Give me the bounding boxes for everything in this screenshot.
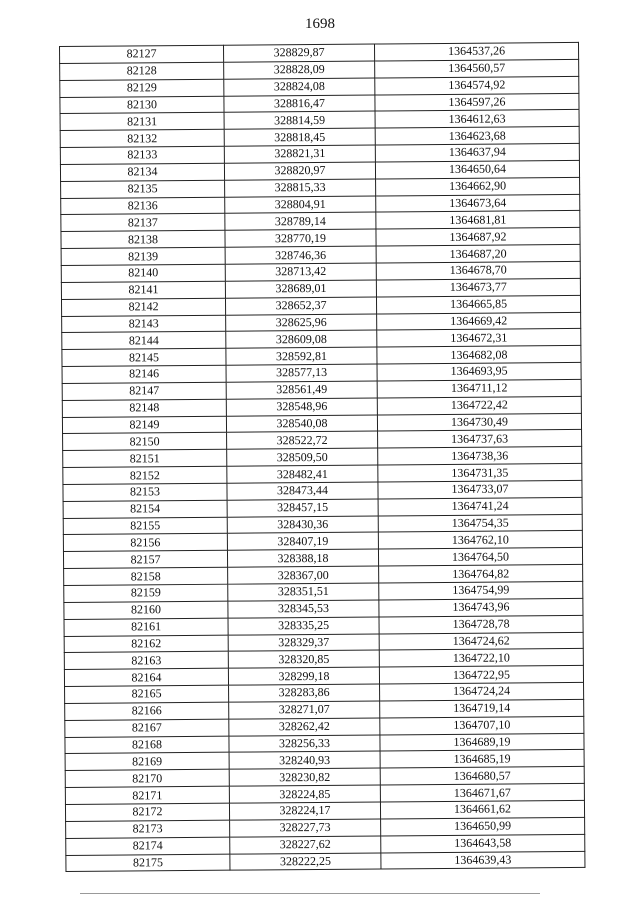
y-coordinate-cell: 1364637,94	[375, 143, 579, 161]
x-coordinate-cell: 328367,00	[228, 566, 379, 584]
x-coordinate-cell: 328820,97	[224, 162, 375, 180]
y-coordinate-cell: 1364650,99	[381, 817, 585, 835]
x-coordinate-cell: 328329,37	[228, 634, 379, 652]
y-coordinate-cell: 1364687,92	[376, 228, 580, 246]
point-number-cell: 82132	[60, 129, 224, 147]
x-coordinate-cell: 328407,19	[227, 532, 378, 550]
point-number-cell: 82139	[61, 247, 225, 265]
y-coordinate-cell: 1364707,10	[380, 716, 584, 734]
point-number-cell: 82157	[63, 551, 227, 569]
x-coordinate-cell: 328713,42	[225, 263, 376, 281]
x-coordinate-cell: 328256,33	[229, 735, 380, 753]
y-coordinate-cell: 1364681,81	[376, 211, 580, 229]
x-coordinate-cell: 328540,08	[226, 415, 377, 433]
point-number-cell: 82130	[60, 96, 224, 114]
point-number-cell: 82172	[65, 803, 229, 821]
y-coordinate-cell: 1364722,42	[377, 396, 581, 414]
y-coordinate-cell: 1364722,10	[379, 649, 583, 667]
point-number-cell: 82171	[65, 786, 229, 804]
y-coordinate-cell: 1364680,57	[380, 767, 584, 785]
point-number-cell: 82170	[65, 769, 229, 787]
y-coordinate-cell: 1364612,63	[375, 110, 579, 128]
x-coordinate-cell: 328230,82	[229, 768, 380, 786]
point-number-cell: 82173	[66, 820, 230, 838]
y-coordinate-cell: 1364662,90	[376, 177, 580, 195]
x-coordinate-cell: 328351,51	[228, 583, 379, 601]
y-coordinate-cell: 1364738,36	[378, 447, 582, 465]
point-number-cell: 82166	[65, 702, 229, 720]
y-coordinate-cell: 1364730,49	[377, 413, 581, 431]
coordinates-table	[59, 42, 585, 872]
x-coordinate-cell: 328299,18	[228, 667, 379, 685]
point-number-cell: 82127	[60, 45, 224, 63]
point-number-cell: 82143	[62, 315, 226, 333]
y-coordinate-cell: 1364724,62	[379, 632, 583, 650]
point-number-cell: 82158	[64, 567, 228, 585]
y-coordinate-cell: 1364728,78	[379, 615, 583, 633]
x-coordinate-cell: 328320,85	[228, 650, 379, 668]
point-number-cell: 82153	[63, 483, 227, 501]
point-number-cell: 82174	[66, 837, 230, 855]
x-coordinate-cell: 328283,86	[229, 684, 380, 702]
point-number-cell: 82175	[66, 854, 230, 872]
page-number: 1698	[305, 16, 335, 32]
x-coordinate-cell: 328227,62	[230, 836, 381, 854]
point-number-cell: 82129	[60, 79, 224, 97]
point-number-cell: 82148	[62, 399, 226, 417]
point-number-cell: 82165	[65, 685, 229, 703]
point-number-cell: 82128	[60, 62, 224, 80]
point-number-cell: 82138	[61, 230, 225, 248]
x-coordinate-cell: 328240,93	[229, 751, 380, 769]
point-number-cell: 82131	[60, 113, 224, 131]
y-coordinate-cell: 1364672,31	[377, 329, 581, 347]
x-coordinate-cell: 328829,87	[223, 44, 374, 62]
y-coordinate-cell: 1364764,50	[378, 548, 582, 566]
x-coordinate-cell: 328689,01	[225, 280, 376, 298]
x-coordinate-cell: 328335,25	[228, 617, 379, 635]
x-coordinate-cell: 328224,85	[229, 785, 380, 803]
point-number-cell: 82140	[61, 264, 225, 282]
coordinates-table-body	[60, 42, 585, 871]
x-coordinate-cell: 328262,42	[229, 718, 380, 736]
point-number-cell: 82159	[64, 584, 228, 602]
x-coordinate-cell: 328814,59	[224, 111, 375, 129]
x-coordinate-cell: 328473,44	[227, 482, 378, 500]
point-number-cell: 82144	[62, 332, 226, 350]
x-coordinate-cell: 328509,50	[227, 448, 378, 466]
y-coordinate-cell: 1364560,57	[375, 59, 579, 77]
y-coordinate-cell: 1364743,96	[379, 598, 583, 616]
y-coordinate-cell: 1364682,08	[377, 346, 581, 364]
x-coordinate-cell: 328227,73	[230, 819, 381, 837]
y-coordinate-cell: 1364671,67	[380, 784, 584, 802]
y-coordinate-cell: 1364731,35	[378, 464, 582, 482]
y-coordinate-cell: 1364722,95	[379, 666, 583, 684]
point-number-cell: 82141	[61, 281, 225, 299]
x-coordinate-cell: 328522,72	[227, 431, 378, 449]
x-coordinate-cell: 328592,81	[226, 347, 377, 365]
y-coordinate-cell: 1364673,77	[376, 278, 580, 296]
point-number-cell: 82146	[62, 365, 226, 383]
point-number-cell: 82136	[61, 197, 225, 215]
y-coordinate-cell: 1364669,42	[377, 312, 581, 330]
y-coordinate-cell: 1364665,85	[376, 295, 580, 313]
x-coordinate-cell: 328457,15	[227, 499, 378, 517]
x-coordinate-cell: 328482,41	[227, 465, 378, 483]
point-number-cell: 82142	[61, 298, 225, 316]
point-number-cell: 82155	[63, 517, 227, 535]
point-number-cell: 82164	[64, 668, 228, 686]
y-coordinate-cell: 1364673,64	[376, 194, 580, 212]
y-coordinate-cell: 1364693,95	[377, 362, 581, 380]
point-number-cell: 82149	[62, 416, 226, 434]
x-coordinate-cell: 328770,19	[225, 229, 376, 247]
point-number-cell: 82152	[63, 466, 227, 484]
x-coordinate-cell: 328388,18	[227, 549, 378, 567]
y-coordinate-cell: 1364687,20	[376, 245, 580, 263]
point-number-cell: 82160	[64, 601, 228, 619]
y-coordinate-cell: 1364689,19	[380, 733, 584, 751]
point-number-cell: 82161	[64, 618, 228, 636]
y-coordinate-cell: 1364685,19	[380, 750, 584, 768]
point-number-cell: 82137	[61, 214, 225, 232]
x-coordinate-cell: 328828,09	[224, 61, 375, 79]
x-coordinate-cell: 328609,08	[226, 330, 377, 348]
point-number-cell: 82163	[64, 652, 228, 670]
y-coordinate-cell: 1364719,14	[380, 699, 584, 717]
x-coordinate-cell: 328746,36	[225, 246, 376, 264]
point-number-cell: 82133	[60, 146, 224, 164]
point-number-cell: 82154	[63, 500, 227, 518]
x-coordinate-cell: 328815,33	[225, 179, 376, 197]
x-coordinate-cell: 328222,25	[230, 852, 381, 870]
point-number-cell: 82169	[65, 753, 229, 771]
y-coordinate-cell: 1364574,92	[375, 76, 579, 94]
y-coordinate-cell: 1364737,63	[378, 430, 582, 448]
y-coordinate-cell: 1364754,99	[379, 581, 583, 599]
y-coordinate-cell: 1364639,43	[381, 851, 585, 869]
point-number-cell: 82134	[60, 163, 224, 181]
table-row	[66, 851, 585, 872]
point-number-cell: 82135	[61, 180, 225, 198]
point-number-cell: 82147	[62, 382, 226, 400]
y-coordinate-cell: 1364650,64	[375, 160, 579, 178]
y-coordinate-cell: 1364754,35	[378, 514, 582, 532]
y-coordinate-cell: 1364711,12	[377, 379, 581, 397]
y-coordinate-cell: 1364623,68	[375, 127, 579, 145]
point-number-cell: 82156	[63, 534, 227, 552]
x-coordinate-cell: 328804,91	[225, 196, 376, 214]
x-coordinate-cell: 328561,49	[226, 381, 377, 399]
y-coordinate-cell: 1364661,62	[380, 800, 584, 818]
x-coordinate-cell: 328271,07	[229, 701, 380, 719]
x-coordinate-cell: 328824,08	[224, 78, 375, 96]
point-number-cell: 82150	[63, 433, 227, 451]
x-coordinate-cell: 328818,45	[224, 128, 375, 146]
x-coordinate-cell: 328821,31	[224, 145, 375, 163]
x-coordinate-cell: 328652,37	[225, 297, 376, 315]
y-coordinate-cell: 1364678,70	[376, 261, 580, 279]
x-coordinate-cell: 328577,13	[226, 364, 377, 382]
y-coordinate-cell: 1364597,26	[375, 93, 579, 111]
x-coordinate-cell: 328430,36	[227, 516, 378, 534]
y-coordinate-cell: 1364643,58	[381, 834, 585, 852]
x-coordinate-cell: 328625,96	[226, 314, 377, 332]
scan-edge-line	[80, 893, 540, 894]
x-coordinate-cell: 328548,96	[226, 398, 377, 416]
x-coordinate-cell: 328816,47	[224, 95, 375, 113]
y-coordinate-cell: 1364762,10	[378, 531, 582, 549]
y-coordinate-cell: 1364741,24	[378, 497, 582, 515]
x-coordinate-cell: 328345,53	[228, 600, 379, 618]
y-coordinate-cell: 1364724,24	[380, 682, 584, 700]
y-coordinate-cell: 1364733,07	[378, 480, 582, 498]
y-coordinate-cell: 1364764,82	[379, 565, 583, 583]
x-coordinate-cell: 328224,17	[229, 802, 380, 820]
point-number-cell: 82162	[64, 635, 228, 653]
point-number-cell: 82151	[63, 449, 227, 467]
y-coordinate-cell: 1364537,26	[374, 42, 578, 60]
point-number-cell: 82145	[62, 348, 226, 366]
point-number-cell: 82168	[65, 736, 229, 754]
point-number-cell: 82167	[65, 719, 229, 737]
x-coordinate-cell: 328789,14	[225, 212, 376, 230]
